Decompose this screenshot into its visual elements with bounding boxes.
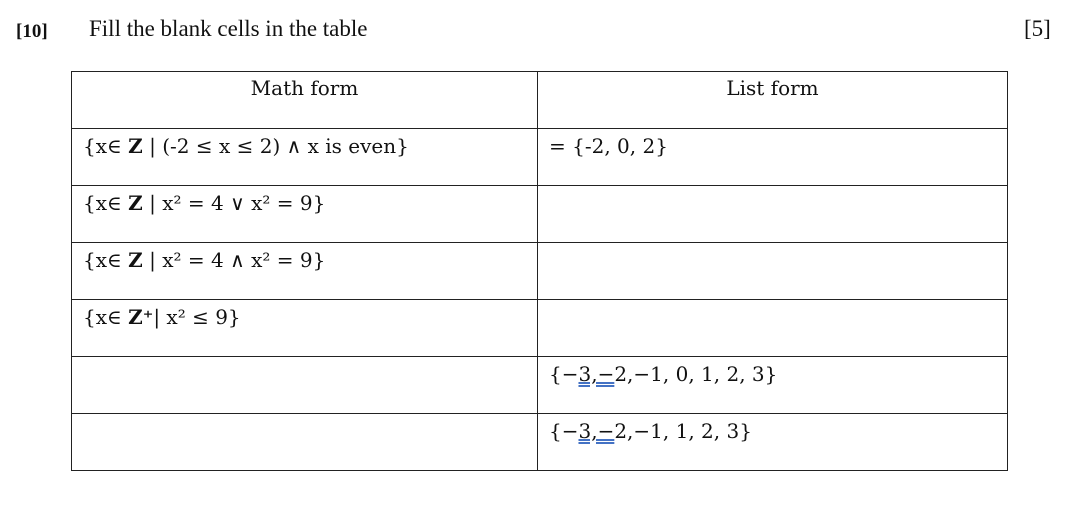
table-row — [72, 357, 1008, 414]
list-prefix: {− — [549, 362, 579, 386]
table-row — [72, 414, 1008, 471]
sets-table — [71, 71, 1008, 471]
table-row — [72, 186, 1008, 243]
spellcheck-underline: 3,− — [578, 419, 615, 443]
list-form-blank-cell[interactable] — [538, 243, 1008, 300]
list-form-blank-cell[interactable] — [538, 300, 1008, 357]
math-prefix: {x∈ — [83, 248, 129, 272]
math-form-cell — [72, 186, 538, 243]
spellcheck-underline: 3,− — [578, 362, 615, 386]
list-suffix: 2,−1, 0, 1, 2, 3} — [614, 362, 778, 386]
question-marks: [5] — [1024, 16, 1051, 41]
table-row — [72, 129, 1008, 186]
math-form-cell — [72, 300, 538, 357]
list-suffix: 2,−1, 1, 2, 3} — [614, 419, 752, 443]
header-math-form: Math form — [72, 72, 538, 129]
positive-integers-symbol: Z⁺ — [128, 305, 154, 329]
math-form-blank-cell[interactable] — [72, 357, 538, 414]
list-form-cell — [538, 357, 1008, 414]
question-instruction: Fill the blank cells in the table — [89, 16, 368, 41]
math-prefix: {x∈ — [83, 191, 129, 215]
list-form-cell: = {-2, 0, 2} — [538, 129, 1008, 186]
integers-symbol: Z — [128, 248, 143, 272]
table-row — [72, 243, 1008, 300]
table-row — [72, 300, 1008, 357]
integers-symbol: Z — [128, 134, 143, 158]
table-header-row — [72, 72, 1008, 129]
math-prefix: {x∈ — [83, 305, 129, 329]
list-form-cell — [538, 414, 1008, 471]
math-form-blank-cell[interactable] — [72, 414, 538, 471]
math-form-cell — [72, 129, 538, 186]
integers-symbol: Z — [128, 191, 143, 215]
math-suffix: | x² = 4 ∧ x² = 9} — [142, 248, 326, 272]
math-suffix: | (-2 ≤ x ≤ 2) ∧ x is even} — [142, 134, 409, 158]
header-list-form: List form — [538, 72, 1008, 129]
list-form-blank-cell[interactable] — [538, 186, 1008, 243]
math-form-cell — [72, 243, 538, 300]
list-prefix: {− — [549, 419, 579, 443]
math-prefix: {x∈ — [83, 134, 129, 158]
question-number: [10] — [16, 21, 48, 42]
math-suffix: | x² ≤ 9} — [153, 305, 241, 329]
math-suffix: | x² = 4 ∨ x² = 9} — [142, 191, 326, 215]
